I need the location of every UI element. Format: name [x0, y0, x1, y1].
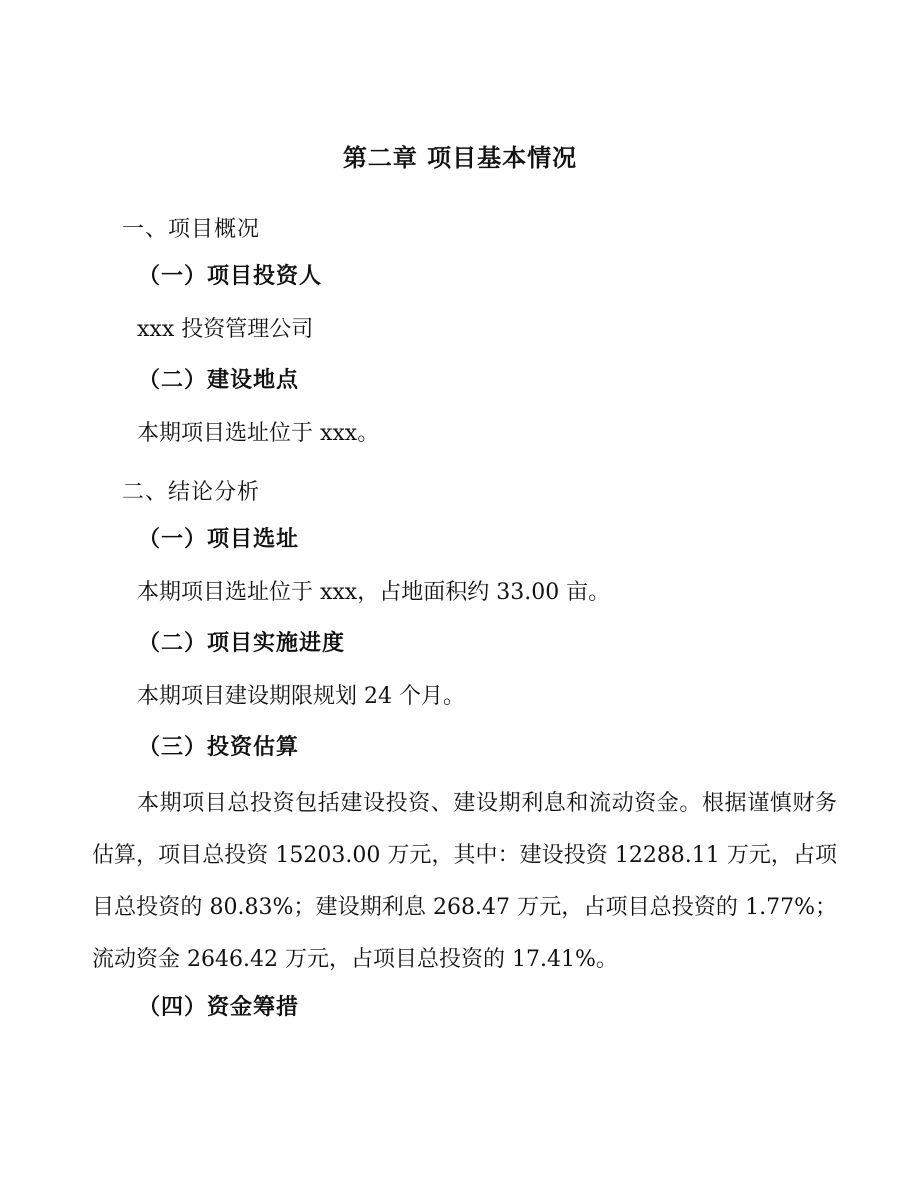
- section-heading-conclusion: 二、结论分析: [122, 480, 261, 505]
- section-heading-overview: 一、项目概况: [122, 217, 261, 242]
- schedule-text: 本期项目建设期限规划 24 个月。: [137, 684, 465, 709]
- investor-text: xxx 投资管理公司: [137, 317, 314, 342]
- subsection-heading-investor: （一）项目投资人: [138, 264, 323, 289]
- subsection-heading-location: （二）建设地点: [138, 368, 300, 393]
- subsection-heading-investment: （三）投资估算: [138, 735, 300, 760]
- location-text: 本期项目选址位于 xxx。: [137, 421, 380, 446]
- site-text: 本期项目选址位于 xxx，占地面积约 33.00 亩。: [137, 580, 611, 605]
- subsection-heading-site: （一）项目选址: [138, 527, 300, 552]
- chapter-title: 第二章 项目基本情况: [342, 144, 578, 172]
- subsection-heading-funding: （四）资金筹措: [138, 995, 300, 1020]
- investment-paragraph: 本期项目总投资包括建设投资、建设期利息和流动资金。根据谨慎财务估算，项目总投资 15203.00 万元，其中：建设投资 12288.11 万元，占项目总投资的 80.83%；建设期利息 268.47 万元，占项目总投资的 1.77%；流动资金 2646.42 万元，占项目总投资的 17.41%。: [92, 791, 837, 972]
- subsection-heading-schedule: （二）项目实施进度: [138, 631, 346, 656]
